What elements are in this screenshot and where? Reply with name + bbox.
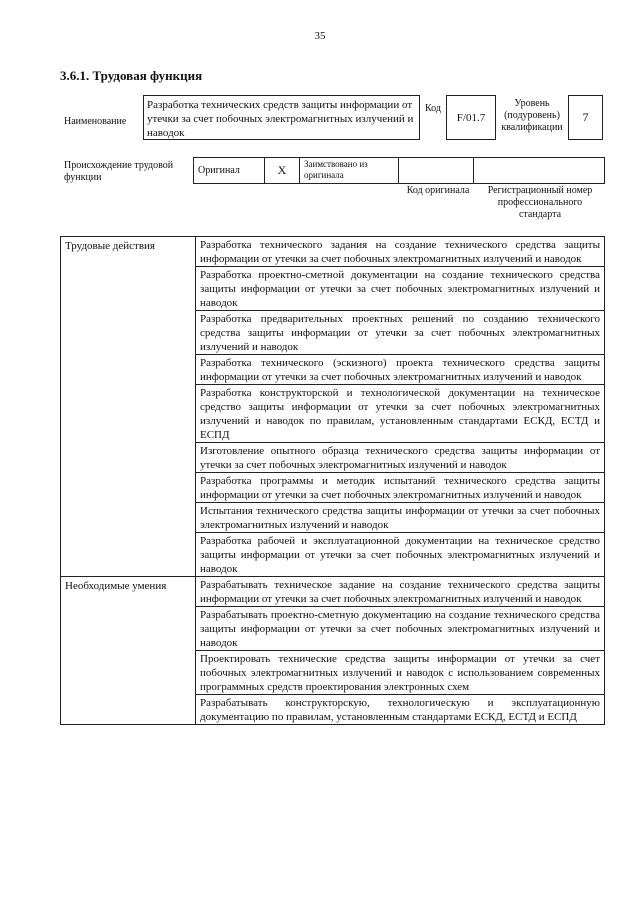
reg-number-label: Регистрационный номер профессионального стандарта xyxy=(487,185,593,220)
labor_actions-item: Разработка технического (эскизного) проекта технического средства защиты информации от утечки за счет побочных электромагнитных излучений и наводок xyxy=(196,355,605,385)
borrowed-cell xyxy=(299,157,399,184)
name-label: Наименование xyxy=(64,116,127,127)
labor_actions-item: Разработка технического задания на создание технического средства защиты информации от утечки за счет побочных электромагнитных излучений и наводок xyxy=(196,237,605,267)
function-details-table xyxy=(60,236,605,725)
labor_actions-item: Разработка рабочей и эксплуатационной документации на техническое средство защиты информации от утечки за счет побочных электромагнитных излучений и наводок xyxy=(196,533,605,577)
code-original-label: Код оригинала xyxy=(406,185,470,196)
reg-number-cell xyxy=(473,157,605,184)
labor_actions-item: Разработка конструкторской и технологической документации на техническое средство защиты информации от утечки за счет побочных электромагнитных излучений и наводок по правилам, установленным стандартами ЕСКД, ЕСТД и ЕСПД xyxy=(196,385,605,443)
skills-label: Необходимые умения xyxy=(61,577,196,725)
labor_actions-item: Разработка программы и методик испытаний технического средства защиты информации от утечки за счет побочных электромагнитных излучений и наводок xyxy=(196,473,605,503)
skills-item: Разрабатывать проектно-сметную документацию на создание технического средства защиты информации от утечки за счет побочных электромагнитных излучений и наводок xyxy=(196,607,605,651)
labor_actions-label: Трудовые действия xyxy=(61,237,196,577)
section-title: 3.6.1. Трудовая функция xyxy=(60,68,203,83)
labor_actions-item: Разработка проектно-сметной документации на создание технического средства защиты информации от утечки за счет побочных электромагнитных излучений и наводок xyxy=(196,267,605,311)
labor_actions-row xyxy=(61,237,605,267)
code-value: F/01.7 xyxy=(446,95,496,140)
original-code-cell xyxy=(398,157,474,184)
skills-item: Проектировать технические средства защиты информации от утечки за счет побочных электромагнитных излучений и наводок с использованием современных программных средств проектирования электронных схем xyxy=(196,651,605,695)
name-value: Разработка технических средств защиты информации от утечки за счет побочных электромагнитных излучений и наводок xyxy=(143,95,420,140)
labor_actions-item: Изготовление опытного образца технического средства защиты информации от утечки за счет побочных электромагнитных излучений и наводок xyxy=(196,443,605,473)
borrowed-label: Заимствовано из оригинала xyxy=(304,159,368,180)
level-value: 7 xyxy=(568,95,603,140)
origin-label: Происхождение трудовой функции xyxy=(64,160,174,183)
original-mark: X xyxy=(264,157,300,184)
skills-item: Разрабатывать техническое задание на создание технического средства защиты информации от утечки за счет побочных электромагнитных излучений и наводок xyxy=(196,577,605,607)
skills-row xyxy=(61,577,605,607)
labor_actions-item: Разработка предварительных проектных решений по созданию технического средства защиты информации от утечки за счет побочных электромагнитных излучений и наводок xyxy=(196,311,605,355)
page-number: 35 xyxy=(314,30,326,42)
original-label: Оригинал xyxy=(198,165,240,176)
level-label: Уровень (подуровень) квалификации xyxy=(501,98,563,133)
skills-item: Разрабатывать конструкторскую, технологическую и эксплуатационную документацию по правилам, установленным стандартами ЕСКД, ЕСТД и ЕСПД xyxy=(196,695,605,725)
original-cell xyxy=(193,157,265,184)
labor_actions-item: Испытания технического средства защиты информации от утечки за счет побочных электромагнитных излучений и наводок xyxy=(196,503,605,533)
code-label: Код xyxy=(425,103,441,114)
